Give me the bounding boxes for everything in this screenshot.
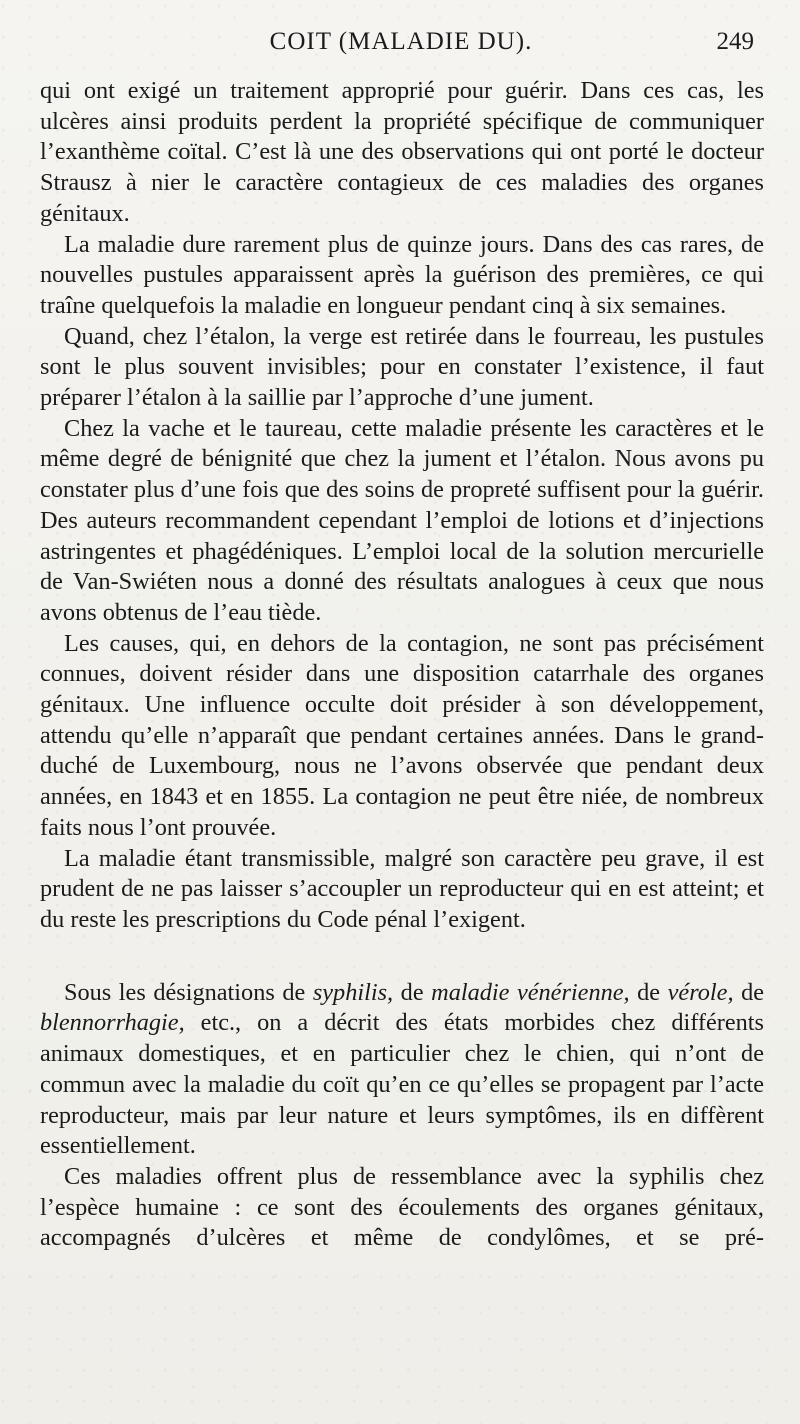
paragraph-duration: La maladie dure rarement plus de quinze jours. Dans des cas rares, de nouvelles pustules apparaissent après la guérison des premières, ce qui traîne quelquefois la maladie en longueur pendant cinq à six semaines. bbox=[40, 230, 764, 319]
paragraph-prevention: La maladie étant transmissible, malgré son caractère peu grave, il est prudent de ne pas laisser s’accoupler un reproducteur qui en est atteint; et du reste les prescriptions du Code pénal l’exigent. bbox=[40, 844, 764, 933]
text-fragment: de bbox=[629, 978, 668, 1006]
paragraph-causes: Les causes, qui, en dehors de la contagion, ne sont pas précisément connues, doivent résider dans une disposition catarrhale des organes génitaux. Une influence occulte doit présider à son développement, attendu qu’elle n’apparaît que pendant certaines années. Dans le grand-duché de Luxembourg, nous ne l’avons observée que pendant deux années, en 1843 et en 1855. La contagion ne peut être niée, de nombreux faits nous l’ont prouvée. bbox=[40, 629, 764, 841]
italic-maladie-venerienne: maladie vénérienne, bbox=[431, 978, 630, 1006]
section-gap bbox=[40, 936, 764, 978]
text-fragment: de bbox=[393, 978, 432, 1006]
text-fragment: etc., on a décrit des états morbides chez différents animaux domestiques, et en particulier chez le chien, qui n’ont de commun avec la maladie du coït qu’en ce qu’elles se propagent par l’acte reproducteur, mais par leur nature et leurs symptômes, ils en diffèrent essentiellement. bbox=[40, 1009, 764, 1160]
running-header bbox=[40, 28, 762, 76]
italic-verole: vérole, bbox=[667, 978, 734, 1006]
paragraph-cow-bull: Chez la vache et le taureau, cette maladie présente les caractères et le même degré de bénignité que chez la jument et l’étalon. Nous avons pu constater plus d’une fois que des soins de propreté suffisent pour la guérir. Des auteurs recommandent cependant l’emploi de lotions et d’injections astringentes et phagédéniques. L’emploi local de la solution mercurielle de Van-Swiéten nous a donné des résultats analogues à ceux que nous avons obtenus de l’eau tiède. bbox=[40, 414, 764, 626]
running-title: COIT (MALADIE DU). bbox=[269, 28, 533, 55]
page-number: 249 bbox=[716, 28, 754, 55]
text-fragment: de bbox=[733, 978, 764, 1006]
paragraph-stallion: Quand, chez l’étalon, la verge est retirée dans le fourreau, les pustules sont le plus souvent invisibles; pour en constater l’existence, il faut préparer l’étalon à la saillie par l’approche d’une jument. bbox=[40, 322, 764, 412]
main-text bbox=[40, 76, 764, 1254]
paragraph-resemblance: Ces maladies offrent plus de ressemblance avec la syphilis chez l’espèce humaine : ce sont des écoulements des organes génitaux, accompagnés d’ulcères et même de condylômes, et se pré- bbox=[40, 1162, 764, 1252]
italic-syphilis: syphilis, bbox=[312, 978, 394, 1006]
paragraph-syphilis-designations bbox=[40, 978, 764, 1162]
text-fragment: Sous les désignations de bbox=[64, 978, 313, 1006]
italic-blennorrhagie: blennorrhagie, bbox=[40, 1009, 185, 1037]
paragraph-continuation: qui ont exigé un traitement approprié pour guérir. Dans ces cas, les ulcères ainsi produits perdent la propriété spécifique de communiquer l’exanthème coïtal. C’est là une des observations qui ont porté le docteur Strausz à nier le caractère contagieux de ces maladies des organes génitaux. bbox=[40, 77, 764, 227]
